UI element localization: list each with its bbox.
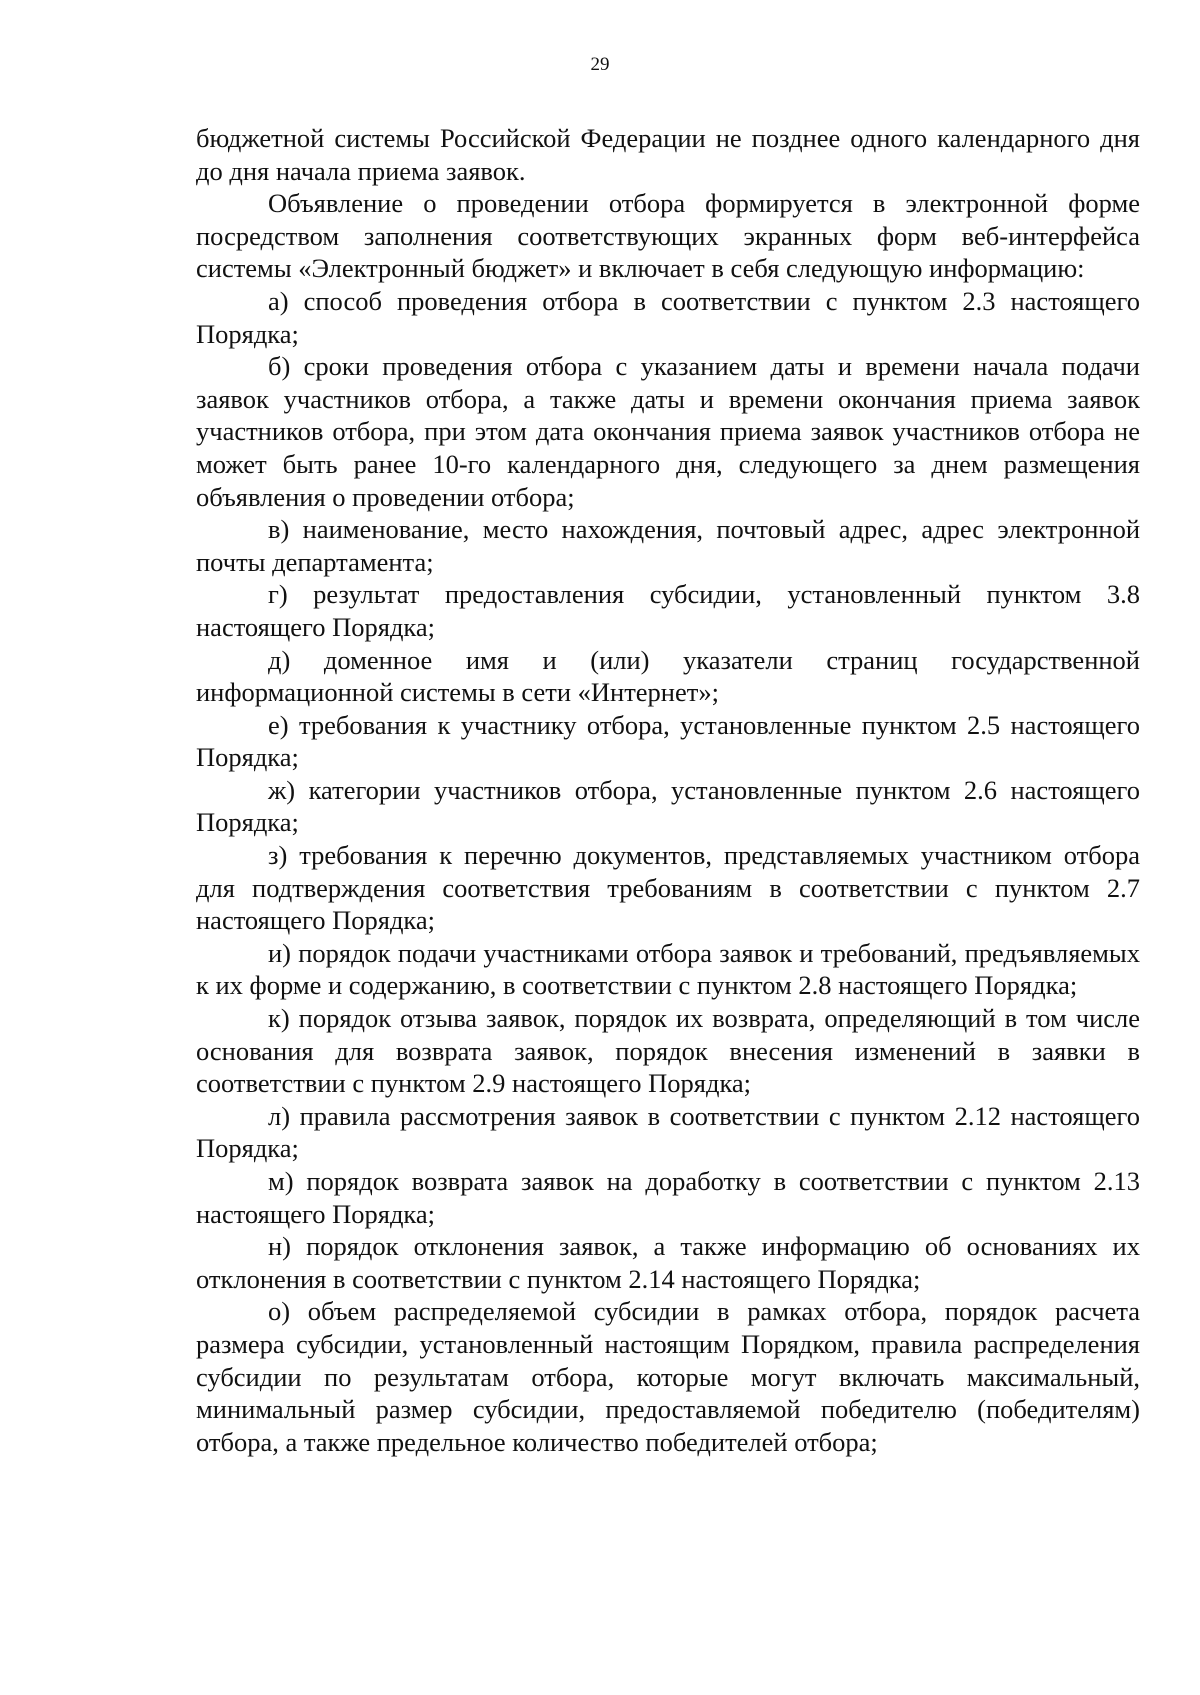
list-item-k: к) порядок отзыва заявок, порядок их возврата, определяющий в том числе основания для возврата заявок, порядок внесения изменений в заявки в соответствии с пунктом 2.9 настоящего Порядка; <box>196 1003 1140 1099</box>
list-item-d: д) доменное имя и (или) указатели страниц государственной информационной системы в сети «Интернет»; <box>196 644 1140 708</box>
list-item-n: н) порядок отклонения заявок, а также информацию об основаниях их отклонения в соответствии с пунктом 2.14 настоящего Порядка; <box>196 1231 1140 1294</box>
paragraph-continuation: бюджетной системы Российской Федерации не позднее одного календарного дня до дня начала приема заявок. <box>196 123 1140 186</box>
list-item-zh: ж) категории участников отбора, установленные пунктом 2.6 настоящего Порядка; <box>196 774 1140 838</box>
paragraph-announcement-intro: Объявление о проведении отбора формируется в электронной форме посредством заполнения соответствующих экранных форм веб-интерфейса системы «Электронный бюджет» и включает в себя следующую информацию: <box>196 188 1140 284</box>
list-item-v: в) наименование, место нахождения, почтовый адрес, адрес электронной почты департамента; <box>196 514 1140 577</box>
list-item-z: з) требования к перечню документов, представляемых участником отбора для подтверждения соответствия требованиям в соответствии с пунктом 2.7 настоящего Порядка; <box>196 840 1140 936</box>
list-item-o: о) объем распределяемой субсидии в рамках отбора, порядок расчета размера субсидии, установленный настоящим Порядком, правила распределения субсидии по результатам отбора, которые могут включать максимальный, минимальный размер субсидии, предоставляемой победителю (победителям) отбора, а также предельное количество победителей отбора; <box>196 1296 1140 1457</box>
list-item-g: г) результат предоставления субсидии, установленный пунктом 3.8 настоящего Порядка; <box>196 579 1140 642</box>
list-item-a: а) способ проведения отбора в соответствии с пунктом 2.3 настоящего Порядка; <box>196 285 1140 349</box>
list-item-b: б) сроки проведения отбора с указанием даты и времени начала подачи заявок участников отбора, а также даты и времени окончания приема заявок участников отбора, при этом дата окончания приема заявок участников отбора не может быть ранее 10-го календарного дня, следующего за днем размещения объявления о проведении отбора; <box>196 351 1140 512</box>
list-item-m: м) порядок возврата заявок на доработку в соответствии с пунктом 2.13 настоящего Порядка; <box>196 1166 1140 1229</box>
list-item-e: е) требования к участнику отбора, установленные пунктом 2.5 настоящего Порядка; <box>196 709 1140 773</box>
list-item-l: л) правила рассмотрения заявок в соответствии с пунктом 2.12 настоящего Порядка; <box>196 1100 1140 1164</box>
list-item-i: и) порядок подачи участниками отбора заявок и требований, предъявляемых к их форме и содержанию, в соответствии с пунктом 2.8 настоящего Порядка; <box>196 937 1140 1001</box>
document-body <box>196 122 1140 1458</box>
page-number: 29 <box>590 54 610 75</box>
